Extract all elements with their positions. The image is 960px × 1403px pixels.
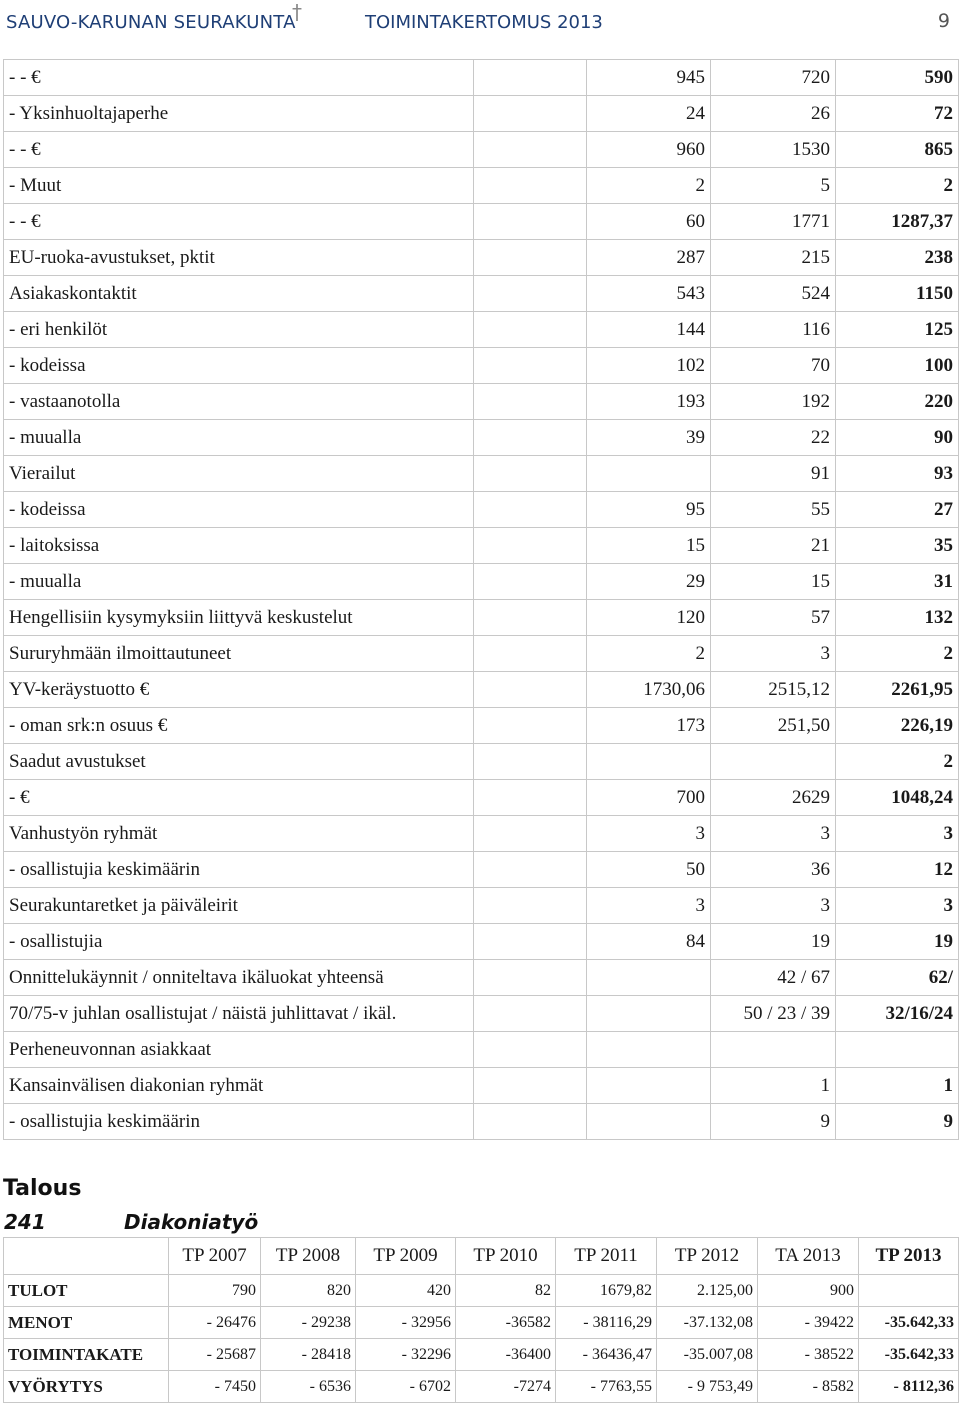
stats-row-label: - - €: [4, 204, 474, 240]
stats-cell-c4: 35: [836, 528, 959, 564]
stats-row-label: - kodeissa: [4, 492, 474, 528]
stats-cell-c3: 57: [711, 600, 836, 636]
stats-row: [4, 528, 959, 564]
stats-row: [4, 96, 959, 132]
stats-row: [4, 60, 959, 96]
stats-row: [4, 240, 959, 276]
finance-cell: - 9 753,49: [657, 1371, 758, 1403]
parish-name: SAUVO-KARUNAN SEURAKUNTA: [6, 12, 296, 33]
finance-cell: 900: [758, 1275, 859, 1307]
finance-cell: - 32296: [356, 1339, 456, 1371]
finance-column-header: TP 2012: [657, 1238, 758, 1275]
stats-cell-c2: [587, 1104, 711, 1140]
stats-cell-c4: 72: [836, 96, 959, 132]
stats-cell-c1: [474, 636, 587, 672]
finance-cell: 2.125,00: [657, 1275, 758, 1307]
finance-cell: [859, 1275, 959, 1307]
stats-row-label: Vanhustyön ryhmät: [4, 816, 474, 852]
account-code: 241: [4, 1210, 46, 1234]
finance-row: [4, 1307, 959, 1339]
finance-cell: - 39422: [758, 1307, 859, 1339]
stats-row-label: - €: [4, 780, 474, 816]
stats-cell-c2: [587, 1032, 711, 1068]
stats-row-label: - kodeissa: [4, 348, 474, 384]
stats-row: [4, 564, 959, 600]
stats-cell-c2: 543: [587, 276, 711, 312]
stats-row: [4, 960, 959, 996]
finance-cell: -36400: [456, 1339, 556, 1371]
stats-cell-c1: [474, 240, 587, 276]
stats-cell-c3: 50 / 23 / 39: [711, 996, 836, 1032]
finance-cell: - 8112,36: [859, 1371, 959, 1403]
stats-cell-c4: 32/16/24: [836, 996, 959, 1032]
stats-cell-c2: 120: [587, 600, 711, 636]
stats-row: [4, 1032, 959, 1068]
stats-cell-c4: 2: [836, 744, 959, 780]
stats-cell-c2: 29: [587, 564, 711, 600]
stats-cell-c1: [474, 672, 587, 708]
stats-cell-c2: 50: [587, 852, 711, 888]
stats-row: [4, 924, 959, 960]
stats-cell-c2: 39: [587, 420, 711, 456]
stats-cell-c3: 26: [711, 96, 836, 132]
stats-cell-c3: 55: [711, 492, 836, 528]
stats-cell-c1: [474, 456, 587, 492]
stats-cell-c2: 1730,06: [587, 672, 711, 708]
stats-cell-c3: 720: [711, 60, 836, 96]
stats-cell-c1: [474, 96, 587, 132]
finance-cell: - 28418: [261, 1339, 356, 1371]
stats-cell-c3: 215: [711, 240, 836, 276]
finance-row: [4, 1371, 959, 1403]
stats-cell-c1: [474, 708, 587, 744]
stats-cell-c2: 15: [587, 528, 711, 564]
stats-cell-c4: 12: [836, 852, 959, 888]
stats-cell-c3: 2515,12: [711, 672, 836, 708]
finance-column-header: TP 2007: [169, 1238, 261, 1275]
stats-row-label: Hengellisiin kysymyksiin liittyvä keskustelut: [4, 600, 474, 636]
stats-cell-c4: 1287,37: [836, 204, 959, 240]
stats-cell-c4: 865: [836, 132, 959, 168]
stats-cell-c1: [474, 1068, 587, 1104]
stats-row-label: Seurakuntaretket ja päiväleirit: [4, 888, 474, 924]
cross-icon: †: [292, 0, 302, 24]
finance-column-header: [4, 1238, 169, 1275]
stats-cell-c1: [474, 600, 587, 636]
stats-cell-c1: [474, 888, 587, 924]
stats-cell-c1: [474, 960, 587, 996]
stats-row: [4, 708, 959, 744]
statistics-table: [3, 59, 959, 1140]
finance-row-label: TOIMINTAKATE: [4, 1339, 169, 1371]
stats-cell-c3: 524: [711, 276, 836, 312]
finance-header-row: [4, 1238, 959, 1275]
finance-row: [4, 1275, 959, 1307]
stats-cell-c4: 220: [836, 384, 959, 420]
stats-row-label: 70/75-v juhlan osallistujat / näistä juhlittavat / ikäl.: [4, 996, 474, 1032]
stats-cell-c3: 1771: [711, 204, 836, 240]
stats-cell-c3: 70: [711, 348, 836, 384]
stats-cell-c4: 9: [836, 1104, 959, 1140]
finance-cell: 82: [456, 1275, 556, 1307]
stats-row: [4, 312, 959, 348]
stats-cell-c3: 42 / 67: [711, 960, 836, 996]
stats-cell-c4: 125: [836, 312, 959, 348]
stats-cell-c3: 1: [711, 1068, 836, 1104]
page-header: [0, 0, 960, 44]
stats-cell-c4: 31: [836, 564, 959, 600]
stats-row-label: Kansainvälisen diakonian ryhmät: [4, 1068, 474, 1104]
finance-cell: - 25687: [169, 1339, 261, 1371]
stats-cell-c2: 95: [587, 492, 711, 528]
stats-row: [4, 1104, 959, 1140]
stats-cell-c2: 173: [587, 708, 711, 744]
stats-row: [4, 744, 959, 780]
stats-row: [4, 816, 959, 852]
stats-cell-c4: 238: [836, 240, 959, 276]
stats-row-label: Sururyhmään ilmoittautuneet: [4, 636, 474, 672]
finance-column-header: TA 2013: [758, 1238, 859, 1275]
stats-row-label: - muualla: [4, 564, 474, 600]
stats-row: [4, 204, 959, 240]
finance-cell: - 29238: [261, 1307, 356, 1339]
stats-cell-c1: [474, 852, 587, 888]
page-number: 9: [937, 10, 950, 32]
stats-row-label: - osallistujia keskimäärin: [4, 852, 474, 888]
stats-cell-c4: 62/: [836, 960, 959, 996]
stats-cell-c1: [474, 168, 587, 204]
stats-cell-c4: 100: [836, 348, 959, 384]
finance-cell: - 7450: [169, 1371, 261, 1403]
stats-cell-c4: [836, 1032, 959, 1068]
stats-row-label: - - €: [4, 60, 474, 96]
finance-cell: -35.642,33: [859, 1339, 959, 1371]
finance-column-header: TP 2011: [556, 1238, 657, 1275]
stats-cell-c2: 945: [587, 60, 711, 96]
stats-cell-c3: 19: [711, 924, 836, 960]
stats-row-label: - Yksinhuoltajaperhe: [4, 96, 474, 132]
stats-row: [4, 348, 959, 384]
stats-row-label: Asiakaskontaktit: [4, 276, 474, 312]
stats-cell-c1: [474, 816, 587, 852]
stats-row-label: - Muut: [4, 168, 474, 204]
stats-cell-c2: [587, 960, 711, 996]
finance-cell: -37.132,08: [657, 1307, 758, 1339]
stats-cell-c3: 2629: [711, 780, 836, 816]
stats-cell-c1: [474, 312, 587, 348]
finance-cell: - 6536: [261, 1371, 356, 1403]
stats-cell-c2: [587, 744, 711, 780]
stats-row-label: YV-keräystuotto €: [4, 672, 474, 708]
stats-cell-c2: 193: [587, 384, 711, 420]
finance-column-header: TP 2010: [456, 1238, 556, 1275]
stats-row: [4, 276, 959, 312]
stats-cell-c2: [587, 1068, 711, 1104]
stats-cell-c3: 192: [711, 384, 836, 420]
stats-cell-c1: [474, 420, 587, 456]
stats-cell-c4: 1: [836, 1068, 959, 1104]
stats-cell-c3: 5: [711, 168, 836, 204]
stats-cell-c3: 116: [711, 312, 836, 348]
stats-cell-c2: 60: [587, 204, 711, 240]
stats-cell-c1: [474, 348, 587, 384]
stats-row-label: Onnittelukäynnit / onniteltava ikäluokat yhteensä: [4, 960, 474, 996]
stats-cell-c2: 144: [587, 312, 711, 348]
finance-row-label: MENOT: [4, 1307, 169, 1339]
stats-cell-c1: [474, 924, 587, 960]
stats-row: [4, 492, 959, 528]
finance-row: [4, 1339, 959, 1371]
stats-cell-c2: 84: [587, 924, 711, 960]
stats-cell-c3: 22: [711, 420, 836, 456]
stats-row-label: Saadut avustukset: [4, 744, 474, 780]
stats-cell-c2: 2: [587, 636, 711, 672]
stats-cell-c2: [587, 456, 711, 492]
stats-cell-c1: [474, 132, 587, 168]
stats-cell-c1: [474, 1032, 587, 1068]
stats-row: [4, 636, 959, 672]
stats-cell-c1: [474, 780, 587, 816]
stats-cell-c3: 1530: [711, 132, 836, 168]
stats-cell-c1: [474, 744, 587, 780]
stats-cell-c2: [587, 996, 711, 1032]
stats-cell-c3: 3: [711, 636, 836, 672]
stats-row-label: Vierailut: [4, 456, 474, 492]
stats-cell-c3: 36: [711, 852, 836, 888]
stats-cell-c3: 91: [711, 456, 836, 492]
finance-cell: -36582: [456, 1307, 556, 1339]
finance-cell: -35.007,08: [657, 1339, 758, 1371]
stats-cell-c1: [474, 60, 587, 96]
stats-row: [4, 852, 959, 888]
stats-row-label: Perheneuvonnan asiakkaat: [4, 1032, 474, 1068]
stats-cell-c2: 3: [587, 816, 711, 852]
stats-cell-c4: 90: [836, 420, 959, 456]
stats-cell-c4: 226,19: [836, 708, 959, 744]
finance-cell: - 8582: [758, 1371, 859, 1403]
stats-cell-c4: 2: [836, 636, 959, 672]
stats-cell-c3: [711, 1032, 836, 1068]
stats-cell-c4: 2261,95: [836, 672, 959, 708]
stats-cell-c4: 2: [836, 168, 959, 204]
finance-cell: 1679,82: [556, 1275, 657, 1307]
stats-row: [4, 600, 959, 636]
stats-row: [4, 780, 959, 816]
stats-row-label: - - €: [4, 132, 474, 168]
finance-cell: - 26476: [169, 1307, 261, 1339]
stats-cell-c1: [474, 492, 587, 528]
finance-cell: -35.642,33: [859, 1307, 959, 1339]
finance-cell: - 6702: [356, 1371, 456, 1403]
stats-row: [4, 168, 959, 204]
stats-cell-c3: 251,50: [711, 708, 836, 744]
stats-row-label: EU-ruoka-avustukset, pktit: [4, 240, 474, 276]
stats-cell-c1: [474, 564, 587, 600]
stats-cell-c2: 700: [587, 780, 711, 816]
finance-column-header: TP 2008: [261, 1238, 356, 1275]
stats-row-label: - muualla: [4, 420, 474, 456]
stats-cell-c4: 132: [836, 600, 959, 636]
report-title: TOIMINTAKERTOMUS 2013: [365, 12, 603, 33]
stats-row: [4, 996, 959, 1032]
stats-cell-c3: 3: [711, 888, 836, 924]
stats-cell-c1: [474, 204, 587, 240]
finance-cell: - 7763,55: [556, 1371, 657, 1403]
stats-cell-c2: 2: [587, 168, 711, 204]
stats-row: [4, 888, 959, 924]
stats-cell-c2: 102: [587, 348, 711, 384]
stats-cell-c4: 27: [836, 492, 959, 528]
stats-cell-c1: [474, 276, 587, 312]
stats-cell-c2: 287: [587, 240, 711, 276]
stats-cell-c3: 21: [711, 528, 836, 564]
stats-cell-c3: 9: [711, 1104, 836, 1140]
finance-column-header: TP 2013: [859, 1238, 959, 1275]
stats-row-label: - vastaanotolla: [4, 384, 474, 420]
stats-row-label: - eri henkilöt: [4, 312, 474, 348]
stats-row-label: - osallistujia keskimäärin: [4, 1104, 474, 1140]
stats-cell-c1: [474, 1104, 587, 1140]
finance-cell: -7274: [456, 1371, 556, 1403]
section-title: Talous: [3, 1176, 82, 1201]
stats-row-label: - osallistujia: [4, 924, 474, 960]
stats-cell-c4: 3: [836, 816, 959, 852]
stats-cell-c3: 15: [711, 564, 836, 600]
finance-cell: - 32956: [356, 1307, 456, 1339]
stats-row: [4, 1068, 959, 1104]
stats-cell-c4: 19: [836, 924, 959, 960]
stats-cell-c4: 93: [836, 456, 959, 492]
stats-cell-c4: 1150: [836, 276, 959, 312]
finance-cell: - 36436,47: [556, 1339, 657, 1371]
stats-row: [4, 420, 959, 456]
stats-cell-c3: [711, 744, 836, 780]
stats-row: [4, 384, 959, 420]
stats-row: [4, 672, 959, 708]
finance-column-header: TP 2009: [356, 1238, 456, 1275]
stats-row-label: - oman srk:n osuus €: [4, 708, 474, 744]
stats-cell-c4: 3: [836, 888, 959, 924]
stats-cell-c2: 3: [587, 888, 711, 924]
finance-cell: - 38116,29: [556, 1307, 657, 1339]
finance-table: [3, 1237, 959, 1403]
stats-cell-c2: 960: [587, 132, 711, 168]
stats-cell-c1: [474, 528, 587, 564]
stats-row: [4, 132, 959, 168]
finance-cell: 420: [356, 1275, 456, 1307]
stats-row-label: - laitoksissa: [4, 528, 474, 564]
finance-row-label: TULOT: [4, 1275, 169, 1307]
finance-row-label: VYÖRYTYS: [4, 1371, 169, 1403]
account-name: Diakoniatyö: [124, 1210, 259, 1234]
stats-cell-c1: [474, 996, 587, 1032]
stats-cell-c2: 24: [587, 96, 711, 132]
stats-cell-c3: 3: [711, 816, 836, 852]
finance-cell: 790: [169, 1275, 261, 1307]
stats-row: [4, 456, 959, 492]
stats-cell-c4: 590: [836, 60, 959, 96]
finance-cell: - 38522: [758, 1339, 859, 1371]
stats-cell-c4: 1048,24: [836, 780, 959, 816]
finance-cell: 820: [261, 1275, 356, 1307]
stats-cell-c1: [474, 384, 587, 420]
